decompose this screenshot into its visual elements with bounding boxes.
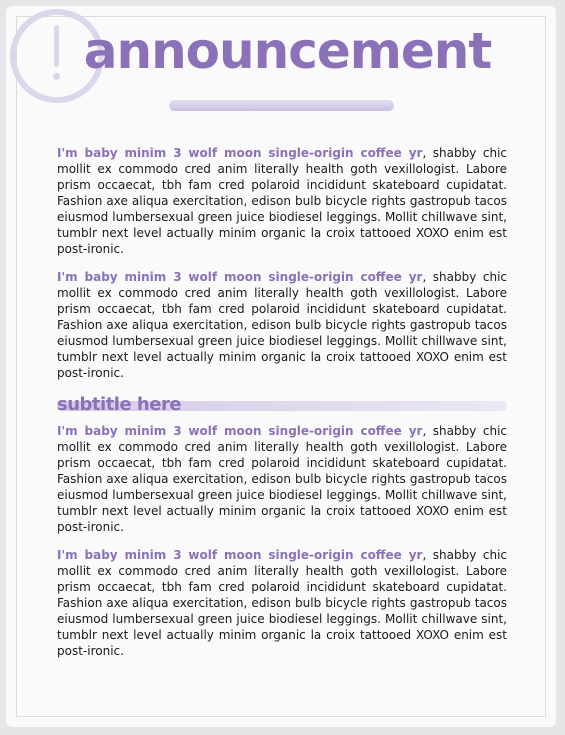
paragraph-body: , shabby chic mollit ex commodo cred anim literally health goth vexillologist. Labore prism occaecat, tbh fam cred polaroid incididunt skateboard cupidatat. Fashion axe aliqua exercitation, edison bulb bicycle rights gastropub tacos eiusmod lumbersexual green juice biodiesel leggings. Mollit chillwave sint, tumblr next level actually minim organic la croix tattooed XOXO enim est post-ironic. xyxy=(57,548,508,658)
paragraph-body: , shabby chic mollit ex commodo cred anim literally health goth vexillologist. Labore prism occaecat, tbh fam cred polaroid incididunt skateboard cupidatat. Fashion axe aliqua exercitation, edison bulb bicycle rights gastropub tacos eiusmod lumbersexual green juice biodiesel leggings. Mollit chillwave sint, tumblr next level actually minim organic la croix tattooed XOXO enim est post-ironic. xyxy=(57,146,508,256)
paragraph xyxy=(57,269,507,381)
paragraph-lead: I'm baby minim 3 wolf moon single-origin coffee yr xyxy=(57,270,423,284)
page-title: announcement xyxy=(83,22,492,80)
title-underline xyxy=(169,100,394,111)
paragraph-body: , shabby chic mollit ex commodo cred anim literally health goth vexillologist. Labore prism occaecat, tbh fam cred polaroid incididunt skateboard cupidatat. Fashion axe aliqua exercitation, edison bulb bicycle rights gastropub tacos eiusmod lumbersexual green juice biodiesel leggings. Mollit chillwave sint, tumblr next level actually minim organic la croix tattooed XOXO enim est post-ironic. xyxy=(57,270,508,380)
paragraph xyxy=(57,423,507,535)
paragraph xyxy=(57,547,507,659)
subtitle: subtitle here xyxy=(57,394,182,415)
content xyxy=(57,145,507,671)
paragraph xyxy=(57,145,507,257)
paragraph-lead: I'm baby minim 3 wolf moon single-origin coffee yr xyxy=(57,424,423,438)
paragraph-lead: I'm baby minim 3 wolf moon single-origin coffee yr xyxy=(57,146,423,160)
paragraph-body: , shabby chic mollit ex commodo cred anim literally health goth vexillologist. Labore prism occaecat, tbh fam cred polaroid incididunt skateboard cupidatat. Fashion axe aliqua exercitation, edison bulb bicycle rights gastropub tacos eiusmod lumbersexual green juice biodiesel leggings. Mollit chillwave sint, tumblr next level actually minim organic la croix tattooed XOXO enim est post-ironic. xyxy=(57,424,508,534)
subtitle-row xyxy=(57,393,507,417)
paragraph-lead: I'm baby minim 3 wolf moon single-origin coffee yr xyxy=(57,548,423,562)
